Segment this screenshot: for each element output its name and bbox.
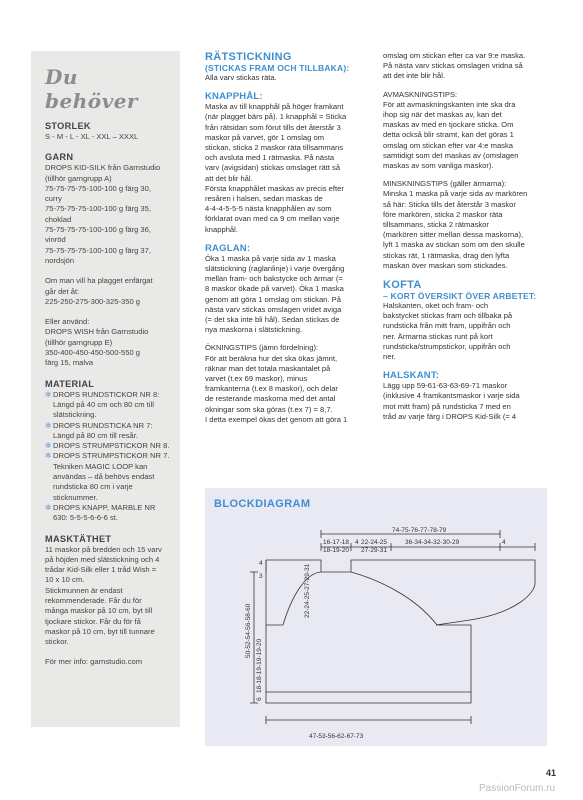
- yarn-line: DROPS KID-SILK från Garnstudio: [45, 163, 161, 173]
- alt-line: Eller använd:: [45, 317, 90, 327]
- gauge-text: 11 maskor på bredden och 15 varv på höjden med slätstickning och 4 trådar Kid-Silk eller 1 tråd Wish = 10 x 10 cm. Stickmunnen är endast rekommenderade. Får du för många maskor på 10 cm, byt till tjockare stickor. Får du för få maskor på 10 cm, byt till tunnare stickor.: [45, 544, 162, 647]
- cardigan-text: Halskanten, oket och fram- och bakstycket stickas fram och tillbaka på rundsticka från mitt fram, uppifrån och ner. Ärmarna stickas runt på kort rundsticka/strumpstickor, uppifrån och ner.: [383, 301, 513, 362]
- yarn-line: vinröd: [45, 235, 66, 245]
- continued-text: omslag om stickan efter ca var 9:e maska. På nästa varv stickas omslagen vridna så att det inte blir hål.: [383, 51, 526, 81]
- garment-schematic: [205, 488, 547, 746]
- material-item: ✻ DROPS RUNDSTICKA NR 7: Längd på 80 cm till resår.: [45, 420, 153, 440]
- page-number: 41: [546, 768, 557, 778]
- yarn-line: 75-75-75-75-100-100 g färg 37,: [45, 245, 151, 255]
- instructions-column-2: [383, 51, 548, 422]
- star-bullet-icon: ✻: [45, 441, 52, 451]
- solid-line: Om man vill ha plagget enfärgat: [45, 276, 153, 286]
- size-list: S - M - L - XL - XXL – XXXL: [45, 132, 139, 141]
- label-side-length: 18-18-19-19-19-20: [256, 638, 263, 693]
- alt-line: 350-400-450-450-500-550 g: [45, 348, 140, 358]
- bindoff-tip-text: AVMASKNINGSTIPS: För att avmaskningskanten inte ska dra ihop sig när det maskas av, kan det maskas av med en tjockare sticka. Om detta också blir stramt, kan det göras 1 omslag om stickan efter var 4:e maska samtidigt som det maskas av (omslagen maskas av som vanliga maskor).: [383, 89, 519, 171]
- more-info-link: För mer info: garnstudio.com: [45, 657, 143, 667]
- solid-line: går det åt:: [45, 286, 80, 296]
- raglan-heading: RAGLAN:: [205, 242, 251, 254]
- label-sleeve-end-4: 4: [502, 539, 506, 546]
- solid-color-note: [45, 276, 171, 307]
- decrease-tip-text: MINSKNINGSTIPS (gäller ärmarna): Minska 1 maska på varje sida av markören så här: Sticka tills det återstår 3 maskor före markören, sticka 2 maskor räta tillsammans, sticka 2 rätmaskor (markören sitter mellan dessa maskorna), lyft 1 maska av stickan som om den skulle stickas rät, 1 rätmaska, drag den lyfta maskan över maskan som stickades.: [383, 179, 528, 270]
- neck-text: Lägg upp 59-61-63-63-69-71 maskor (inklusive 4 framkantsmaskor i varje sida mot mitt fram) på rundsticka 7 med en tråd av varje färg i DROPS Kid-Silk (= 4: [383, 381, 520, 421]
- material-heading: MATERIAL: [45, 378, 95, 389]
- label-neck-a1: 16-17-18: [323, 539, 350, 546]
- yarn-line: 75-75-75-75-100-100 g färg 36,: [45, 225, 151, 235]
- material-item: ✻ DROPS STRUMPSTICKOR NR 8.: [45, 441, 170, 451]
- label-hem-6: 6: [256, 697, 263, 701]
- diagram-title: BLOCKDIAGRAM: [214, 498, 311, 510]
- instructions-column-1: [205, 51, 370, 425]
- material-item: ✻ DROPS KNAPP, MARBLE NR 630: 5-5-5-6-6-6 st.: [45, 502, 156, 523]
- star-bullet-icon: ✻: [45, 451, 52, 461]
- yarn-list: [45, 163, 171, 266]
- alternative-yarn: [45, 317, 171, 368]
- yarn-heading: GARN: [45, 152, 74, 163]
- label-yoke-height: 22-24-25-27-29-31: [304, 563, 311, 618]
- material-list: [45, 390, 171, 524]
- watermark-text: PassionForum.ru: [479, 783, 556, 794]
- sidebar-title: Du behöver: [45, 65, 138, 113]
- size-heading: STORLEK: [45, 121, 91, 131]
- solid-line: 225-250-275-300-325-350 g: [45, 296, 140, 306]
- garter-subheading: (STICKAS FRAM OCH TILLBAKA):: [205, 63, 350, 73]
- label-bottom-width: 47-53-56-62-67-73: [309, 733, 364, 740]
- gauge-heading: MASKTÄTHET: [45, 533, 112, 544]
- yarn-line: nordsjön: [45, 255, 75, 265]
- block-diagram: [205, 488, 547, 746]
- alt-line: färg 15, malva: [45, 358, 94, 368]
- material-item: ✻ DROPS STRUMPSTICKOR NR 7. Tekniken MAGIC LOOP kan användas – då behövs endast rundsticka 80 cm i varje sticknummer.: [45, 451, 170, 502]
- label-sleeve-width: 74-75-76-77-78-79: [392, 527, 447, 534]
- star-bullet-icon: ✻: [45, 502, 52, 512]
- cardigan-subheading: – KORT ÖVERSIKT ÖVER ARBETET:: [383, 291, 537, 302]
- buttonhole-text: Maska av till knapphål på höger framkant (när plagget bärs på). 1 knapphål = Sticka från rätsidan som förut tills det återstår 3 maskor på varvet, gör 1 omslag om stickan, sticka 2 maskor räta tillsammans och avsluta med 1 rätmaska. På nästa varv (avigsidan) stickas omslaget rätt så att det blir hål. Första knapphålet maskas av precis efter resåren i halsen, sedan maskas de 4-4-4-5-5-5 nästa knapphålen av som förklarat ovan med ca 9 cm mellan varje knapphål.: [205, 102, 347, 234]
- yarn-line: 75-75-75-75-100-100 g färg 35,: [45, 204, 151, 214]
- raglan-line: [351, 572, 437, 625]
- star-bullet-icon: ✻: [45, 389, 52, 399]
- label-yoke-4: 4: [259, 560, 263, 567]
- neck-heading: HALSKANT:: [383, 370, 440, 382]
- star-bullet-icon: ✻: [45, 420, 52, 430]
- material-item: ✻ DROPS RUNDSTICKOR NR 8: Längd på 40 cm och 80 cm till slätstickning.: [45, 389, 160, 420]
- label-shoulder-b2: 27-29-31: [361, 547, 388, 554]
- yarn-line: 75-75-75-75-100-100 g färg 30,: [45, 183, 151, 193]
- yarn-line: curry: [45, 194, 62, 204]
- label-body-length: 50-52-54-56-58-60: [245, 603, 252, 658]
- garter-text: Alla varv stickas räta.: [205, 73, 277, 82]
- alt-line: DROPS WISH från Garnstudio: [45, 327, 149, 337]
- label-yoke-3: 3: [259, 573, 263, 580]
- label-sleeve-c: 36-34-34-32-30-29: [405, 539, 460, 546]
- materials-sidebar: [31, 51, 180, 727]
- cardigan-heading: KOFTA: [383, 279, 422, 292]
- alt-line: (tillhör garngrupp E): [45, 337, 113, 347]
- increase-tip-text: ÖKNINGSTIPS (jämn fördelning): För att beräkna hur det ska ökas jämnt, räknar man det totala maskantalet på varvet (t.ex 69 maskor), minus framkanterna (t.ex 8 maskor), och delar de resterande maskorna med det antal ökningar som ska göras (t.ex 7) = 8,7. I detta exempel ökas det genom att göra 1: [205, 343, 348, 424]
- label-neck-4: 4: [355, 539, 359, 546]
- label-neck-a2: 18-19-20: [323, 547, 350, 554]
- raglan-text: Öka 1 maska på varje sida av 1 maska slätstickning (raglanlinje) i varje övergång mellan fram- och bakstycke och ärmar (= 8 maskor ökade på varvet). Öka 1 maska genom att göra 1 omslag om stickan. På nästa varv stickas omslagen vridet aviga (= det ska inte bli hål). Sedan stickas de nya maskorna i slätstickning.: [205, 253, 345, 335]
- garter-heading: RÄTSTICKNING: [205, 51, 292, 63]
- yarn-line: choklad: [45, 214, 72, 224]
- label-shoulder-b1: 22-24-25: [361, 539, 388, 546]
- buttonhole-heading: KNAPPHÅL:: [205, 91, 263, 103]
- yarn-line: (tillhör garngrupp A): [45, 173, 112, 183]
